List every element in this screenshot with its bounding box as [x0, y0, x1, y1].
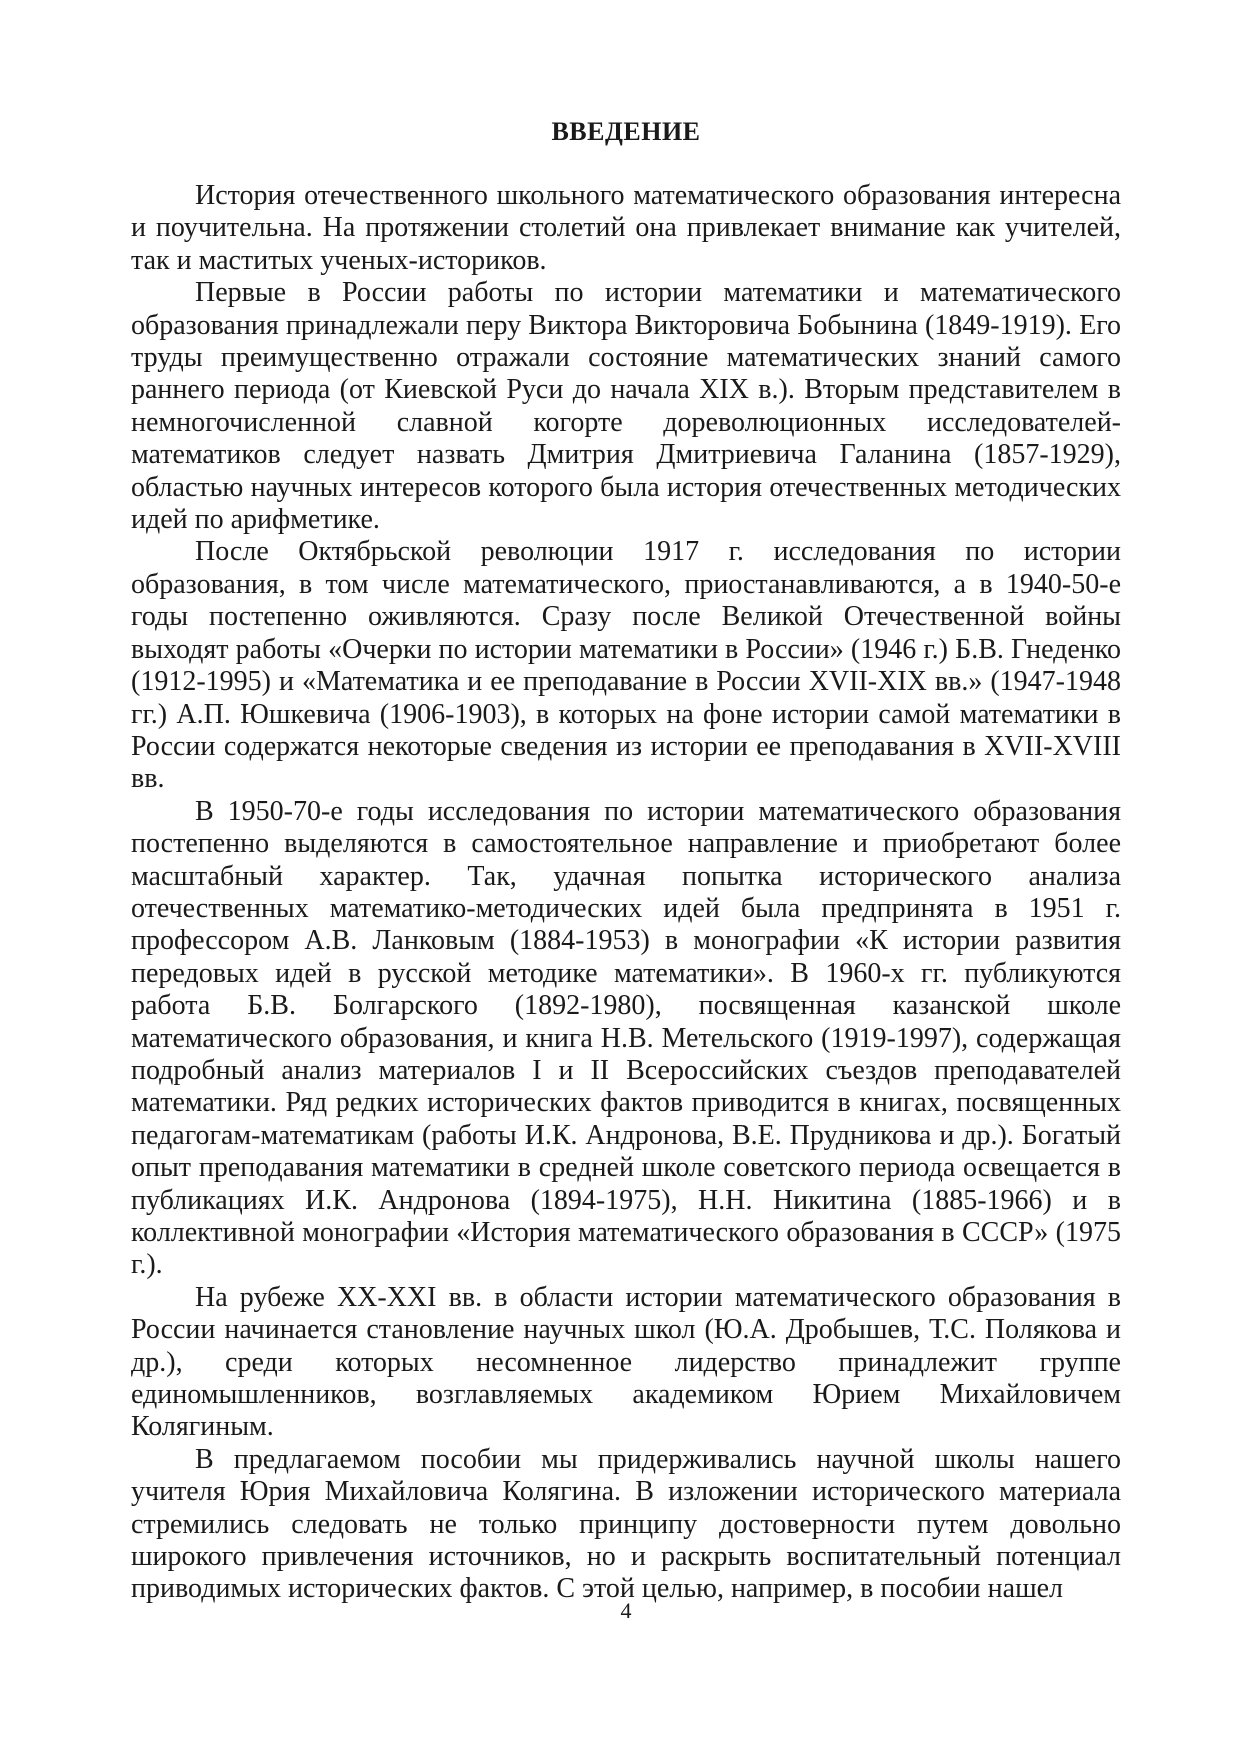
page-number: 4	[620, 1598, 632, 1623]
paragraph-1: История отечественного школьного математического образования интересна и поучительна. На протяжении столетий она привлекает внимание как учителей, так и маститых ученых-историков.	[131, 180, 1121, 276]
page-title: ВВЕДЕНИЕ	[551, 117, 701, 146]
document-page	[131, 0, 1121, 1754]
paragraph-2: Первые в России работы по истории математики и математического образования принадлежали перу Виктора Викторовича Бобынина (1849-1919). Его труды преимущественно отражали состояние математических знаний самого раннего периода (от Киевской Руси до начала XIX в.). Вторым представителем в немногочисленной славной когорте дореволюционных исследователей-математиков следует назвать Дмитрия Дмитриевича Галанина (1857-1929), областью научных интересов которого была история отечественных методических идей по арифметике.	[131, 277, 1121, 536]
paragraph-5: На рубеже XX-XXI вв. в области истории математического образования в России начинается становление научных школ (Ю.А. Дробышев, Т.С. Полякова и др.), среди которых несомненное лидерство принадлежит группе единомышленников, возглавляемых академиком Юрием Михайловичем Колягиным.	[131, 1281, 1121, 1443]
paragraph-4: В 1950-70-е годы исследования по истории математического образования постепенно выделяются в самостоятельное направление и приобретают более масштабный характер. Так, удачная попытка исторического анализа отечественных математико-методических идей была предпринята в 1951 г. профессором А.В. Ланковым (1884-1953) в монографии «К истории развития передовых идей в русской методике математики». В 1960-х гг. публикуются работа Б.В. Болгарского (1892-1980), посвященная казанской школе математического образования, и книга Н.В. Метельского (1919-1997), содержащая подробный анализ материалов I и II Всероссийских съездов преподавателей математики. Ряд редких исторических фактов приводится в книгах, посвященных педагогам-математикам (работы И.К. Андронова, В.Е. Прудникова и др.). Богатый опыт преподавания математики в средней школе советского периода освещается в публикациях И.К. Андронова (1894-1975), Н.Н. Никитина (1885-1966) и в коллективной монографии «История математического образования в СССР» (1975 г.).	[131, 795, 1121, 1281]
paragraph-6: В предлагаемом пособии мы придерживались научной школы нашего учителя Юрия Михайловича Колягина. В изложении исторического материала стремились следовать не только принципу достоверности путем довольно широкого привлечения источников, но и раскрыть воспитательный потенциал приводимых исторических фактов. С этой целью, например, в пособии нашел	[131, 1443, 1121, 1605]
paragraph-3: После Октябрьской революции 1917 г. исследования по истории образования, в том числе математического, приостанавливаются, а в 1940-50-е годы постепенно оживляются. Сразу после Великой Отечественной войны выходят работы «Очерки по истории математики в России» (1946 г.) Б.В. Гнеденко (1912-1995) и «Математика и ее преподавание в России XVII-XIX вв.» (1947-1948 гг.) А.П. Юшкевича (1906-1903), в которых на фоне истории самой математики в России содержатся некоторые сведения из истории ее преподавания в XVII-XVIII вв.	[131, 536, 1121, 795]
body-text	[131, 180, 1121, 1606]
